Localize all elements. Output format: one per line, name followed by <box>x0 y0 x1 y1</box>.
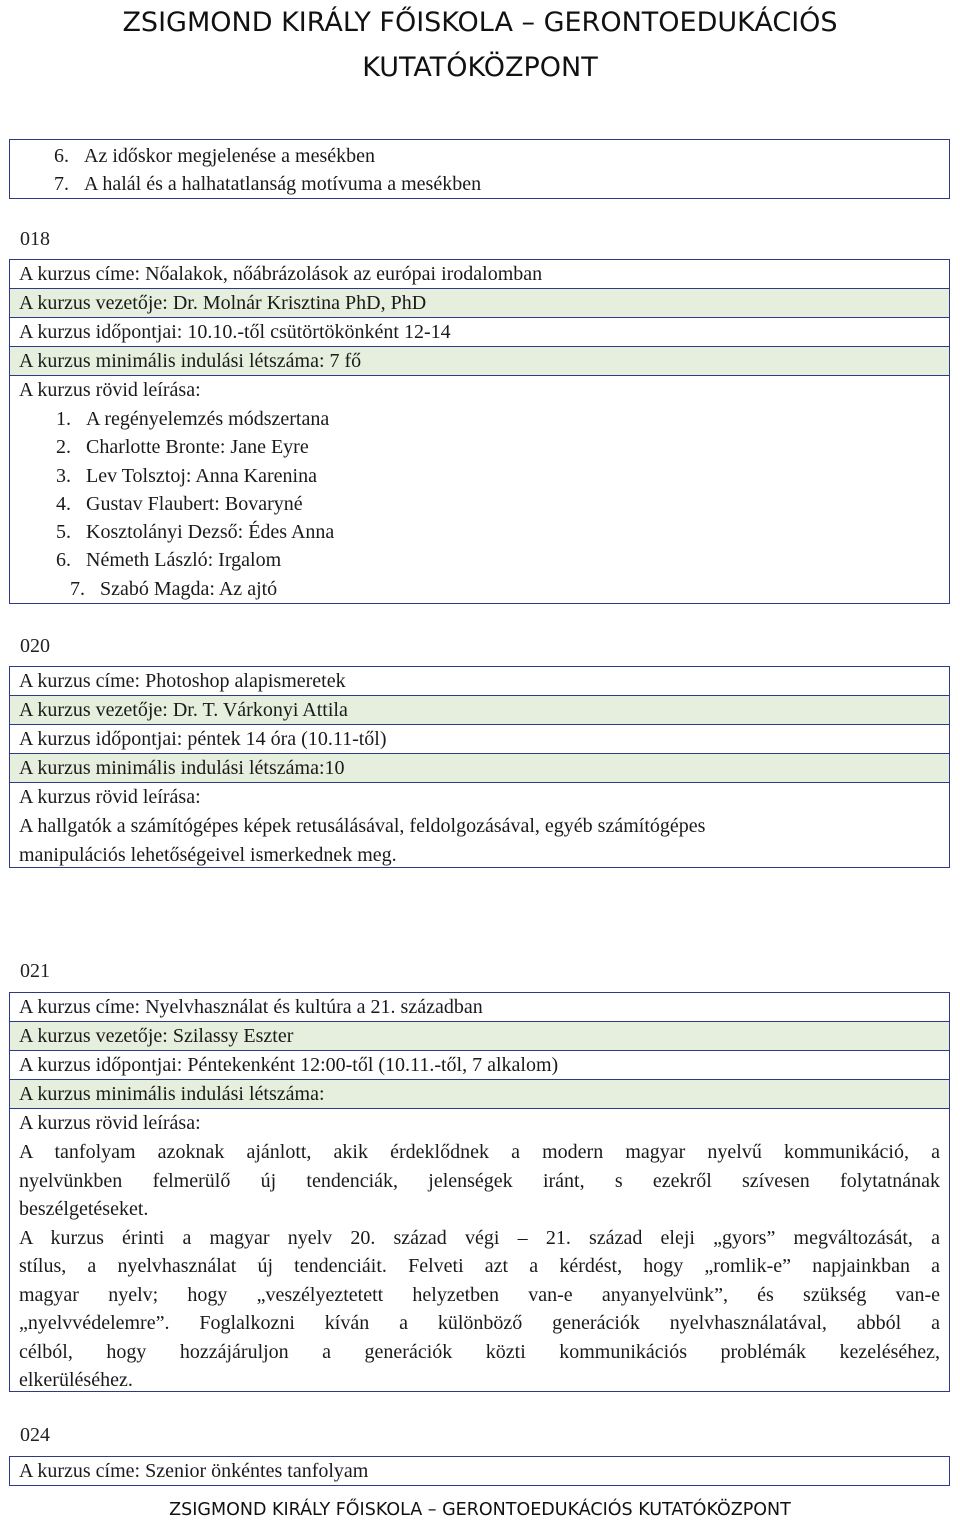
course-code: 021 <box>20 960 50 982</box>
continued-topic-box <box>9 139 950 199</box>
course-min-participants: A kurzus minimális indulási létszáma: <box>10 1080 949 1109</box>
list-item: 6. Az időskor megjelenése a mesékben <box>54 145 376 167</box>
course-topic-list <box>10 405 949 603</box>
course-leader: A kurzus vezetője: Szilassy Eszter <box>10 1022 949 1051</box>
course-024-box <box>9 1456 950 1486</box>
course-code: 018 <box>20 228 50 250</box>
header-line-2: KUTATÓKÖZPONT <box>362 52 598 83</box>
course-021-box <box>9 992 950 1392</box>
page-header <box>0 0 960 90</box>
list-item: 7. A halál és a halhatatlanság motívuma a mesékben <box>54 173 482 196</box>
course-min-participants: A kurzus minimális indulási létszáma: 7 fő <box>10 347 949 376</box>
course-dates: A kurzus időpontjai: Péntekenként 12:00-től (10.11.-től, 7 alkalom) <box>10 1051 949 1080</box>
course-018-box <box>9 259 950 604</box>
list-item: 6. Németh László: Irgalom <box>56 549 282 572</box>
course-title: A kurzus címe: Nyelvhasználat és kultúra a 21. században <box>10 993 949 1022</box>
header-line-1: ZSIGMOND KIRÁLY FŐISKOLA – GERONTOEDUKÁCIÓS <box>122 7 838 38</box>
course-description: A hallgatók a számítógépes képek retusálásával, feldolgozásával, egyéb számítógépes manipulációs lehetőségeivel ismerkednek meg. <box>19 815 706 866</box>
course-dates: A kurzus időpontjai: péntek 14 óra (10.11-től) <box>10 725 949 754</box>
course-code: 020 <box>20 635 50 657</box>
course-leader: A kurzus vezetője: Dr. Molnár Krisztina PhD, PhD <box>10 289 949 318</box>
course-code: 024 <box>20 1424 50 1446</box>
course-description-label: A kurzus rövid leírása: <box>19 1112 201 1134</box>
course-leader: A kurzus vezetője: Dr. T. Várkonyi Attila <box>10 696 949 725</box>
course-title: A kurzus címe: Szenior önkéntes tanfolyam <box>19 1460 369 1482</box>
page-footer: ZSIGMOND KIRÁLY FŐISKOLA – GERONTOEDUKÁCIÓS KUTATÓKÖZPONT <box>169 1500 791 1520</box>
list-item: 5. Kosztolányi Dezső: Édes Anna <box>56 521 335 544</box>
course-description: A tanfolyam azoknak ajánlott, akik érdeklődnek a modern magyar nyelvű kommunikáció, a nyelvünkben felmerülő új tendenciák, jelenségek iránt, s ezekről szívesen folytatnának beszélgetéseket. A kurzus érinti a magyar nyelv 20. század végi – 21. század eleji „gyors” megváltozását, a stílus, a nyelvhasználat új tendenciáit. Felveti azt a kérdést, hogy „romlik-e” napjainkban a magyar nyelv; hogy „veszélyeztetett helyzetben van-e anyanyelvünk”, és szükség van-e „nyelvvédelemre”. Foglalkozni kíván a különböző generációk nyelvhasználatával, abból a célból, hogy hozzájáruljon a generációk közti kommunikációs problémák kezeléséhez, elkerüléséhez. <box>19 1141 940 1391</box>
course-title: A kurzus címe: Nőalakok, nőábrázolások az európai irodalomban <box>10 260 949 289</box>
list-item: 3. Lev Tolsztoj: Anna Karenina <box>56 464 317 487</box>
course-020-box <box>9 666 950 868</box>
list-item: 4. Gustav Flaubert: Bovaryné <box>56 492 303 515</box>
course-title: A kurzus címe: Photoshop alapismeretek <box>10 667 949 696</box>
course-description-label: A kurzus rövid leírása: <box>19 786 201 808</box>
course-dates: A kurzus időpontjai: 10.10.-től csütörtökönként 12-14 <box>10 318 949 347</box>
list-item: 7. Szabó Magda: Az ajtó <box>70 577 278 600</box>
course-description-label: A kurzus rövid leírása: <box>19 379 201 401</box>
list-item: 2. Charlotte Bronte: Jane Eyre <box>56 436 309 459</box>
course-min-participants: A kurzus minimális indulási létszáma:10 <box>10 754 949 783</box>
list-item: 1. A regényelemzés módszertana <box>56 408 330 430</box>
